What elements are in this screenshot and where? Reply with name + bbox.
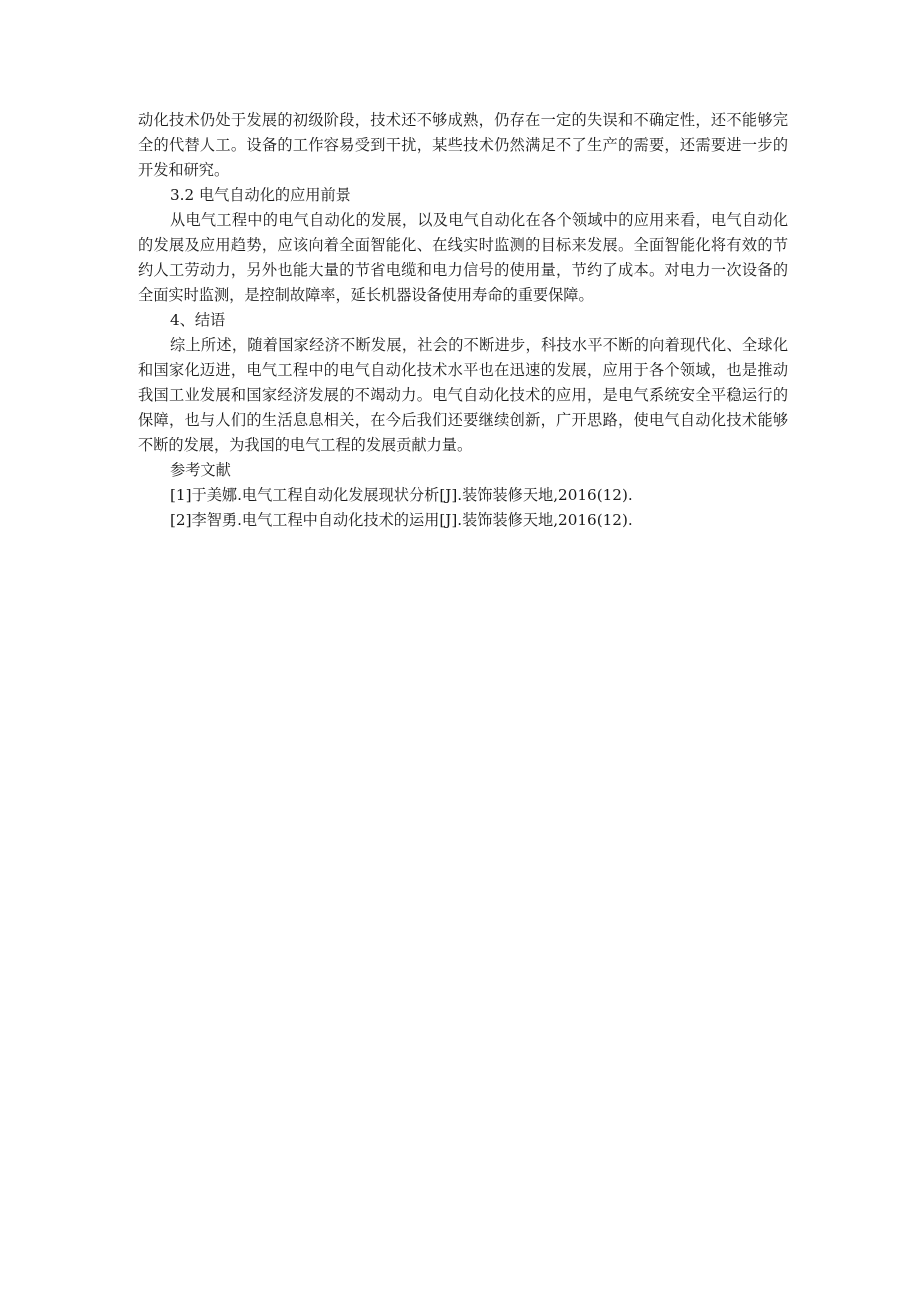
intro-paragraph: 动化技术仍处于发展的初级阶段，技术还不够成熟，仍存在一定的失误和不确定性，还不能够完全的代替人工。设备的工作容易受到干扰，某些技术仍然满足不了生产的需要，还需要进一步的开发和研究。: [138, 111, 788, 179]
document-page: [138, 108, 788, 533]
section-4-heading: 4、结语: [170, 311, 226, 329]
section-3-2-heading: 3.2 电气自动化的应用前景: [170, 186, 351, 204]
reference-item-2: [2]李智勇.电气工程中自动化技术的运用[J].装饰装修天地,2016(12).: [170, 511, 633, 529]
references-heading: 参考文献: [170, 461, 231, 479]
section-3-2-paragraph: 从电气工程中的电气自动化的发展，以及电气自动化在各个领域中的应用来看，电气自动化的发展及应用趋势，应该向着全面智能化、在线实时监测的目标来发展。全面智能化将有效的节约人工劳动力，另外也能大量的节省电缆和电力信号的使用量，节约了成本。对电力一次设备的全面实时监测，是控制故障率，延长机器设备使用寿命的重要保障。: [138, 211, 788, 304]
section-4-paragraph: 综上所述，随着国家经济不断发展，社会的不断进步，科技水平不断的向着现代化、全球化和国家化迈进，电气工程中的电气自动化技术水平也在迅速的发展，应用于各个领域，也是推动我国工业发展和国家经济发展的不竭动力。电气自动化技术的应用，是电气系统安全平稳运行的保障，也与人们的生活息息相关，在今后我们还要继续创新，广开思路，使电气自动化技术能够不断的发展，为我国的电气工程的发展贡献力量。: [138, 336, 788, 454]
reference-item-1: [1]于美娜.电气工程自动化发展现状分析[J].装饰装修天地,2016(12).: [170, 486, 633, 504]
